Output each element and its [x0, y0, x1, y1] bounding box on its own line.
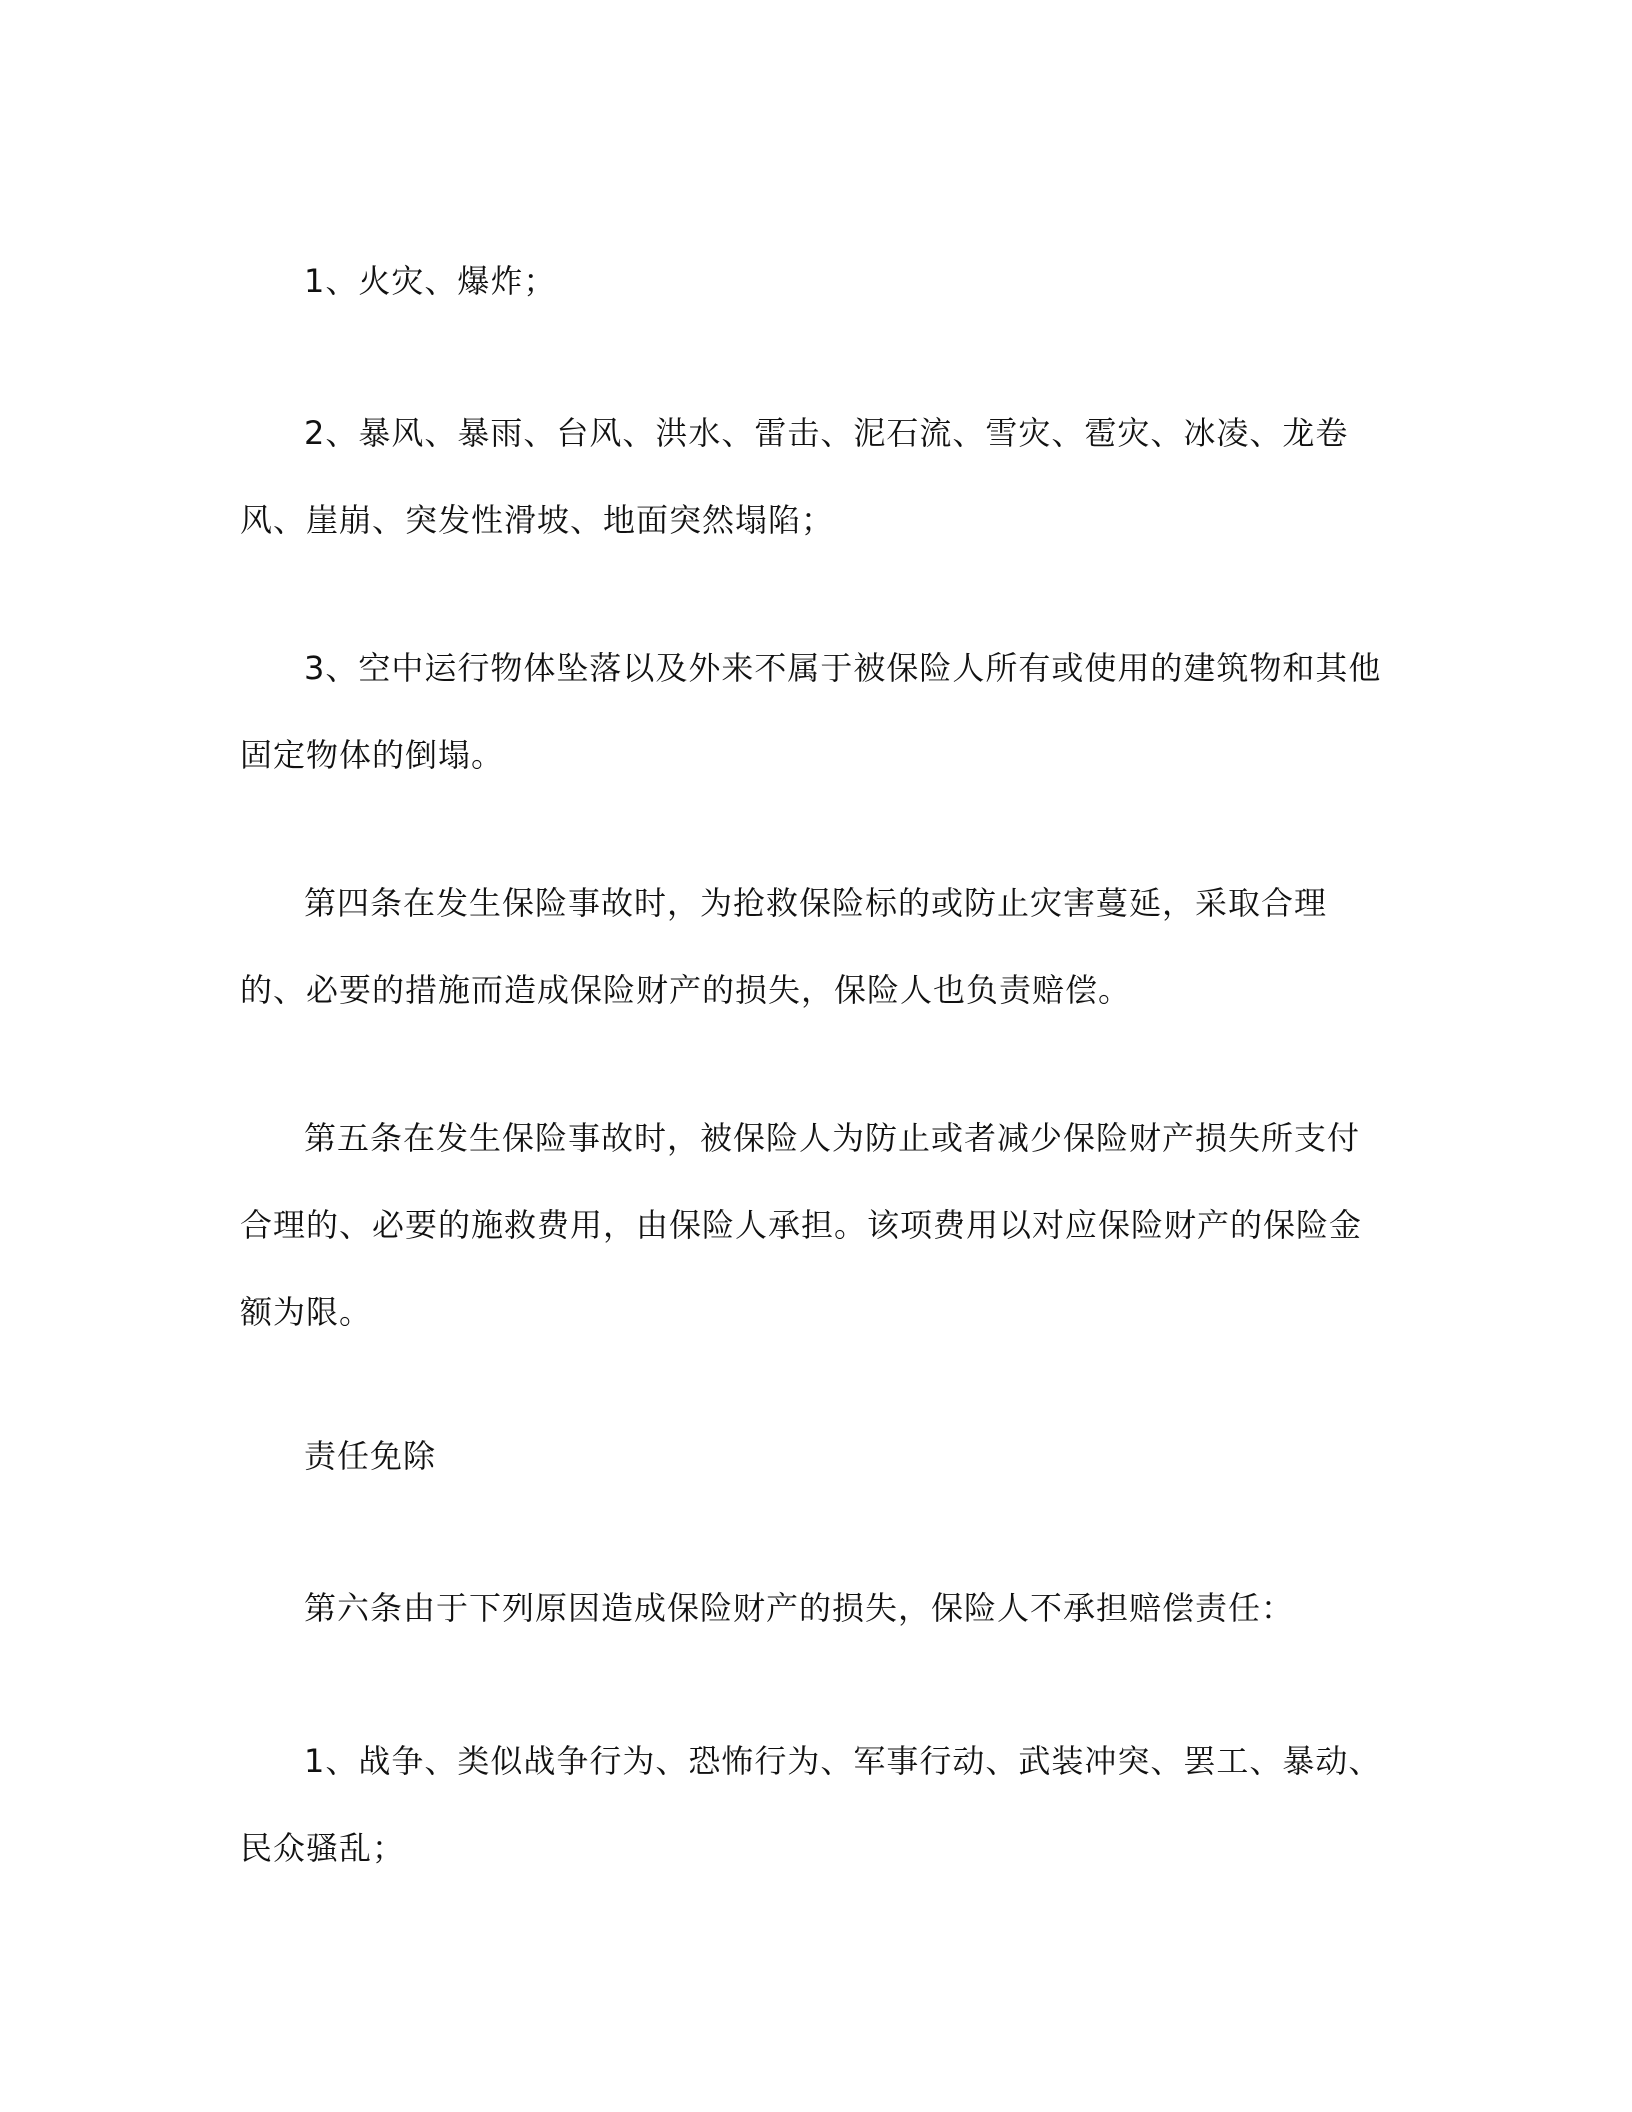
clause-item-falling-objects: 3、空中运行物体坠落以及外来不属于被保险人所有或使用的建筑物和其他固定物体的倒塌。 [240, 649, 1382, 774]
article-four: 第四条在发生保险事故时，为抢救保险标的或防止灾害蔓延，采取合理的、必要的措施而造成保险财产的损失，保险人也负责赔偿。 [240, 884, 1328, 1009]
article-six: 第六条由于下列原因造成保险财产的损失，保险人不承担赔偿责任： [304, 1589, 1295, 1627]
section-heading-exclusions: 责任免除 [304, 1437, 437, 1475]
clause-item-natural-disasters: 2、暴风、暴雨、台风、洪水、雷击、泥石流、雪灾、雹灾、冰凌、龙卷风、崖崩、突发性滑坡、地面突然塌陷； [240, 414, 1349, 539]
article-five: 第五条在发生保险事故时，被保险人为防止或者减少保险财产损失所支付合理的、必要的施救费用，由保险人承担。该项费用以对应保险财产的保险金额为限。 [240, 1119, 1363, 1331]
clause-item-fire-explosion: 1、火灾、爆炸； [304, 262, 557, 300]
exclusion-item-war: 1、战争、类似战争行为、恐怖行为、军事行动、武装冲突、罢工、暴动、民众骚乱； [240, 1742, 1382, 1867]
